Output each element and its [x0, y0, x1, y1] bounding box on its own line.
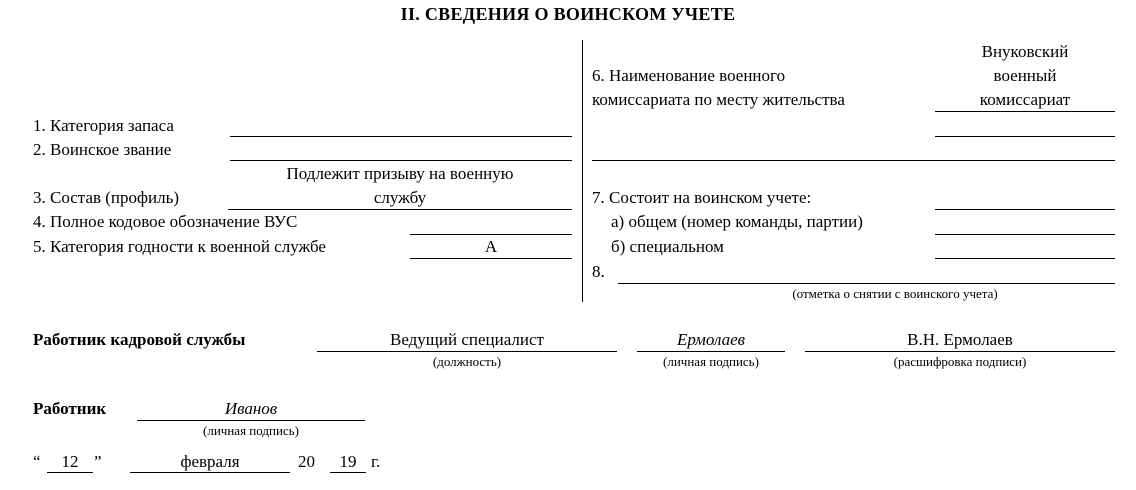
hr-decoding-value[interactable]: В.Н. Ермолаев	[907, 330, 1013, 349]
commissariat-label-line1: 6. Наименование военного	[592, 66, 786, 85]
worker-label: Работник	[33, 399, 107, 418]
composition-value-line2[interactable]: службу	[373, 188, 427, 207]
commissariat-label-line2: комиссариата по месту жительства	[592, 90, 845, 109]
date-year-abbr: г.	[371, 452, 381, 471]
date-day[interactable]: 12	[61, 452, 79, 471]
fitness-label: 5. Категория годности к военной службе	[33, 237, 326, 256]
date-day-line	[47, 472, 93, 473]
composition-value-line1: Подлежит призыву на военную	[286, 164, 514, 183]
hr-position-value[interactable]: Ведущий специалист	[390, 330, 544, 349]
commissariat-value-line3[interactable]: комиссариат	[979, 90, 1071, 109]
general-label: а) общем (номер команды, партии)	[611, 212, 863, 231]
vus-line	[410, 234, 572, 235]
fitness-value[interactable]: А	[484, 237, 498, 256]
hr-worker-label: Работник кадровой службы	[33, 330, 246, 349]
date-close-quote: ”	[94, 452, 102, 471]
military-rank-label: 2. Воинское звание	[33, 140, 172, 159]
special-label: б) специальном	[611, 237, 724, 256]
special-line[interactable]	[935, 258, 1115, 259]
fitness-line	[410, 258, 572, 259]
hr-signature-value[interactable]: Ермолаев	[676, 330, 745, 349]
worker-signature-caption: (личная подпись)	[203, 423, 299, 438]
commissariat-value-line1: Внуковский	[981, 42, 1069, 61]
registered-label: 7. Состоит на воинском учете:	[592, 188, 812, 207]
general-line[interactable]	[935, 234, 1115, 235]
hr-signature-caption: (личная подпись)	[663, 354, 759, 369]
date-open-quote: “	[33, 452, 41, 471]
reserve-category-line	[230, 136, 572, 137]
commissariat-line-2	[935, 136, 1115, 137]
section-title: II. СВЕДЕНИЯ О ВОИНСКОМ УЧЕТЕ	[400, 4, 736, 24]
worker-signature-value[interactable]: Иванов	[224, 399, 278, 418]
date-year-prefix: 20	[298, 452, 315, 471]
commissariat-line-3	[592, 160, 1115, 161]
item8-label: 8.	[592, 262, 605, 281]
registered-line	[935, 209, 1115, 210]
date-year-suffix[interactable]: 19	[339, 452, 357, 471]
date-year-line	[330, 472, 366, 473]
composition-label: 3. Состав (профиль)	[33, 188, 180, 207]
date-month-line	[130, 472, 290, 473]
reserve-category-label: 1. Категория запаса	[33, 116, 174, 135]
column-divider	[582, 40, 583, 302]
date-month[interactable]: февраля	[180, 452, 240, 471]
hr-position-caption: (должность)	[432, 354, 502, 369]
military-rank-line	[230, 160, 572, 161]
vus-label: 4. Полное кодовое обозначение ВУС	[33, 212, 298, 231]
composition-line	[228, 209, 572, 210]
item8-caption: (отметка о снятии с воинского учета)	[792, 286, 998, 301]
hr-decoding-caption: (расшифровка подписи)	[893, 354, 1027, 369]
commissariat-value-line2: военный	[993, 66, 1057, 85]
commissariat-line-1	[935, 111, 1115, 112]
